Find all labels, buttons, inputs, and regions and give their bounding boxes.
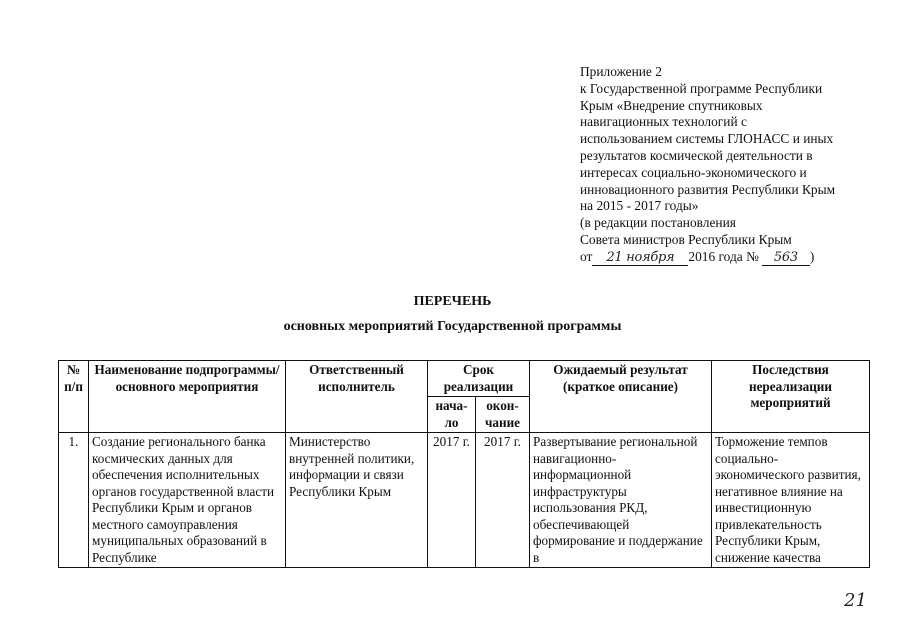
appendix-line: навигационных технологий с [580, 114, 747, 130]
header-end: окон-чание [476, 397, 530, 433]
appendix-block [580, 64, 880, 266]
header-consequences: Последствия нереализации мероприятий [712, 361, 870, 433]
table-row [59, 433, 870, 568]
date-close: ) [809, 248, 815, 264]
appendix-line: результатов космической деятельности в [580, 147, 813, 163]
measures-table [58, 360, 870, 568]
appendix-line: использованием системы ГЛОНАСС и иных [580, 131, 834, 147]
header-start: нача-ло [428, 397, 476, 433]
cell-end: 2017 г. [476, 433, 530, 568]
appendix-line: (в редакции постановления [580, 215, 736, 231]
cell-start: 2017 г. [428, 433, 476, 568]
cell-result: Развертывание региональной навигационно-информационной инфраструктуры использования РКД, обеспечивающей формирование и поддержание в [530, 433, 712, 568]
header-period: Срок реализации [428, 361, 530, 397]
date-prefix: от [580, 248, 593, 264]
appendix-line: Крым «Внедрение спутниковых [580, 97, 763, 113]
page-number: 21 [844, 590, 867, 611]
cell-name: Создание регионального банка космических данных для обеспечения исполнительных органов государственной власти Республики Крым и органов местного самоуправления муниципальных образований в Республике [89, 433, 286, 568]
header-executor: Ответственный исполнитель [286, 361, 428, 433]
resolution-date-line [580, 249, 880, 266]
header-result: Ожидаемый результат (краткое описание) [530, 361, 712, 433]
header-name: Наименование подпрограммы/ основного мероприятия [89, 361, 286, 433]
handwritten-number: 563 [762, 251, 810, 266]
appendix-line: к Государственной программе Республики [580, 80, 823, 96]
cell-num: 1. [59, 433, 89, 568]
cell-executor: Министерство внутренней политики, информации и связи Республики Крым [286, 433, 428, 568]
document-title: ПЕРЕЧЕНЬ [413, 294, 492, 309]
appendix-line: Приложение 2 [580, 64, 662, 79]
appendix-line: Совета министров Республики Крым [580, 231, 792, 247]
cell-consequences: Торможение темпов социально-экономического развития, негативное влияние на инвестиционную привлекательность Республики Крым, снижение качества [712, 433, 870, 568]
document-subtitle: основных мероприятий Государственной программы [283, 319, 622, 334]
header-num: № п/п [59, 361, 89, 433]
appendix-line: инновационного развития Республики Крым [580, 181, 836, 197]
table-header-row [59, 361, 870, 397]
handwritten-date: 21 ноября [592, 251, 688, 266]
appendix-line: интересах социально-экономического и [580, 164, 807, 180]
appendix-line: на 2015 - 2017 годы» [580, 198, 699, 214]
date-suffix: 2016 года № [688, 248, 759, 264]
